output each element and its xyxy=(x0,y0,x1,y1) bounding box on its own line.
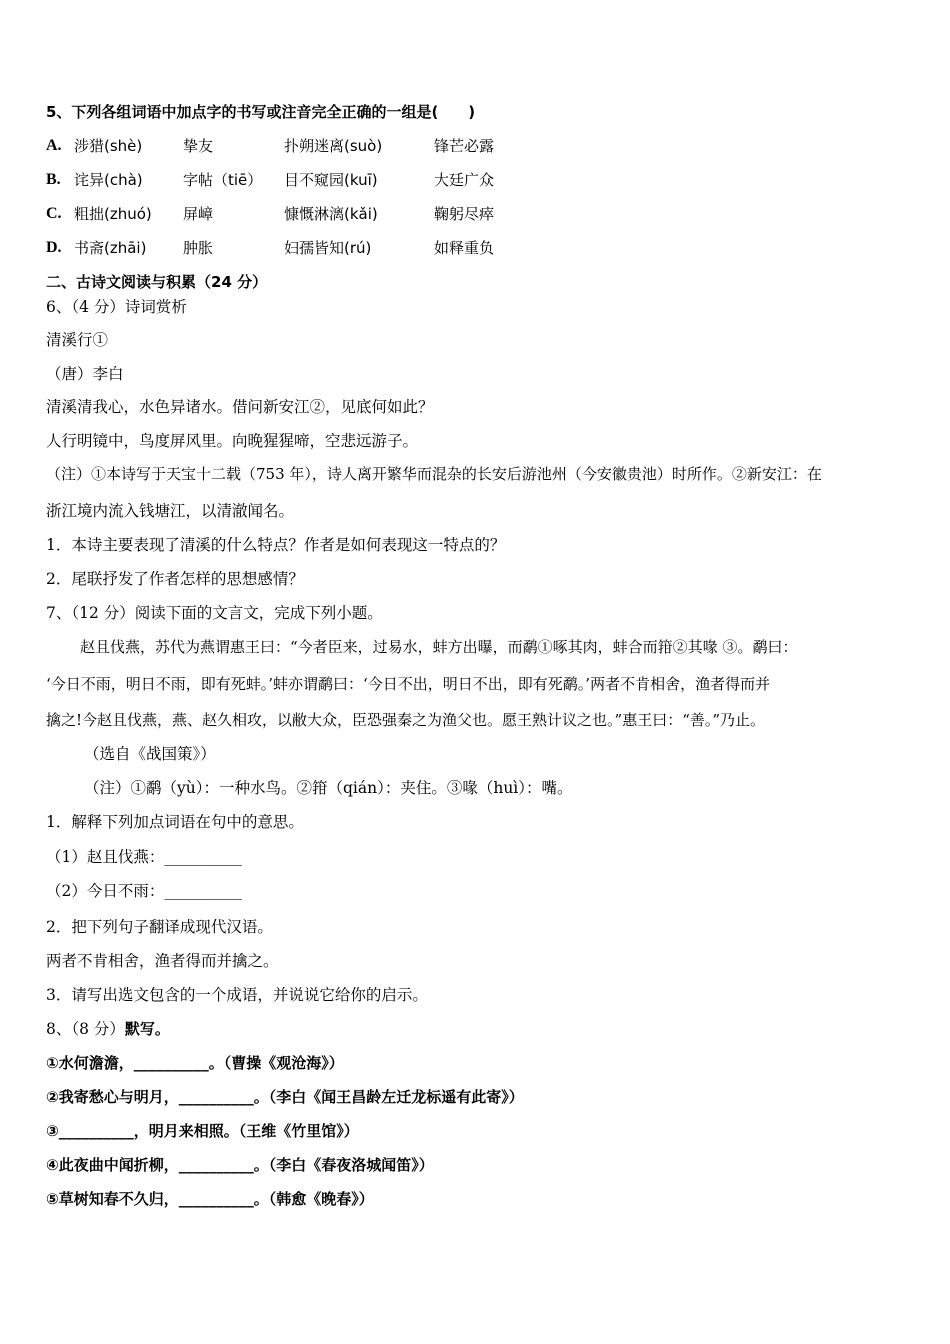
option-d xyxy=(46,238,546,258)
sub-question: 3．请写出选文包含的一个成语，并说说它给你的启示。 xyxy=(46,986,428,1004)
poem-line: 人行明镜中，鸟度屏风里。向晚猩猩啼，空悲远游子。 xyxy=(46,432,419,450)
option-item: 粗拙(zhuó) xyxy=(74,205,152,223)
sub-question: （2）今日不雨：__________ xyxy=(46,882,242,900)
sub-question: 2．把下列句子翻译成现代汉语。 xyxy=(46,918,273,936)
sub-question: 2．尾联抒发了作者怎样的思想感情？ xyxy=(46,570,304,588)
option-label: D. xyxy=(46,239,62,256)
option-item: 屏嶂 xyxy=(183,205,214,223)
option-item: 如释重负 xyxy=(434,239,495,257)
option-item: 涉猎(shè) xyxy=(74,137,143,155)
passage-line: ‘今日不雨，明日不雨，即有死蚌。’蚌亦谓鹬曰：‘今日不出，明日不出，即有死鹬。’两者不肯相舍，渔者得而并 xyxy=(46,675,771,693)
option-item: 扑朔迷离(suò) xyxy=(284,137,383,155)
section-heading: 二、古诗文阅读与积累（24 分） xyxy=(46,273,268,291)
option-item: 妇孺皆知(rú) xyxy=(284,239,372,257)
option-item: 鞠躬尽瘁 xyxy=(434,205,495,223)
sub-question: （1）赵且伐燕：__________ xyxy=(46,848,242,866)
poem-note: 浙江境内流入钱塘江，以清澈闻名。 xyxy=(46,502,295,520)
option-item: 诧异(chà) xyxy=(74,171,143,189)
poem-title: 清溪行① xyxy=(46,331,109,349)
option-item: 慷慨淋漓(kǎi) xyxy=(284,205,378,223)
question-6-stem: 6、（4 分）诗词赏析 xyxy=(46,298,187,316)
option-c xyxy=(46,204,546,224)
question-5-stem: 5、下列各组词语中加点字的书写或注音完全正确的一组是( ) xyxy=(46,103,476,121)
recite-line: ③__________，明月来相照。（王维《竹里馆》） xyxy=(46,1122,359,1140)
sub-question: 1．本诗主要表现了清溪的什么特点？作者是如何表现这一特点的？ xyxy=(46,536,506,554)
passage-line: 赵且伐燕，苏代为燕谓惠王曰：“今者臣来，过易水，蚌方出曝，而鹬①啄其肉，蚌合而箝②其喙 ③。鹬曰： xyxy=(80,638,798,656)
option-item: 锋芒必露 xyxy=(434,137,495,155)
question-7-stem: 7、（12 分）阅读下面的文言文，完成下列小题。 xyxy=(46,604,383,622)
recite-line: ④此夜曲中闻折柳，__________。（李白《春夜洛城闻笛》） xyxy=(46,1156,434,1174)
question-8-title: 默写。 xyxy=(124,1020,170,1038)
recite-line: ⑤草树知春不久归，__________。（韩愈《晚春》） xyxy=(46,1190,374,1208)
option-b xyxy=(46,170,546,190)
passage-note: （注）①鹬（yù）：一种水鸟。②箝（qián）：夹住。③喙（huì）：嘴。 xyxy=(84,779,573,797)
option-item: 大廷广众 xyxy=(434,171,495,189)
option-label: B. xyxy=(46,171,61,188)
option-item: 目不窥园(kuī) xyxy=(284,171,378,189)
recite-line: ②我寄愁心与明月，__________。（李白《闻王昌龄左迁龙标遥有此寄》） xyxy=(46,1088,524,1106)
passage-line: 擒之!今赵且伐燕，燕、赵久相攻，以敝大众，臣恐强秦之为渔父也。愿王熟计议之也。”惠王曰：“善。”乃止。 xyxy=(46,711,766,729)
passage-source: （选自《战国策》） xyxy=(84,745,216,763)
poem-author: （唐）李白 xyxy=(46,365,124,383)
option-item: 书斋(zhāi) xyxy=(74,239,147,257)
option-label: C. xyxy=(46,205,62,222)
option-label: A. xyxy=(46,137,62,154)
poem-line: 清溪清我心，水色异诸水。借问新安江②，见底何如此？ xyxy=(46,398,434,416)
sub-question: 1．解释下列加点词语在句中的意思。 xyxy=(46,813,304,831)
question-8-stem xyxy=(46,1019,170,1039)
sub-question: 两者不肯相舍，渔者得而并擒之。 xyxy=(46,952,279,970)
recite-line: ①水何澹澹，__________。（曹操《观沧海》） xyxy=(46,1054,344,1072)
question-8-score: 8、（8 分） xyxy=(46,1020,125,1038)
option-item: 挚友 xyxy=(183,137,214,155)
option-item: 字帖（tiē） xyxy=(183,171,263,189)
poem-note: （注）①本诗写于天宝十二载（753 年），诗人离开繁华而混杂的长安后游池州（今安徽贵池）时所作。②新安江：在 xyxy=(46,465,822,483)
option-a xyxy=(46,136,546,156)
option-item: 肿胀 xyxy=(183,239,214,257)
